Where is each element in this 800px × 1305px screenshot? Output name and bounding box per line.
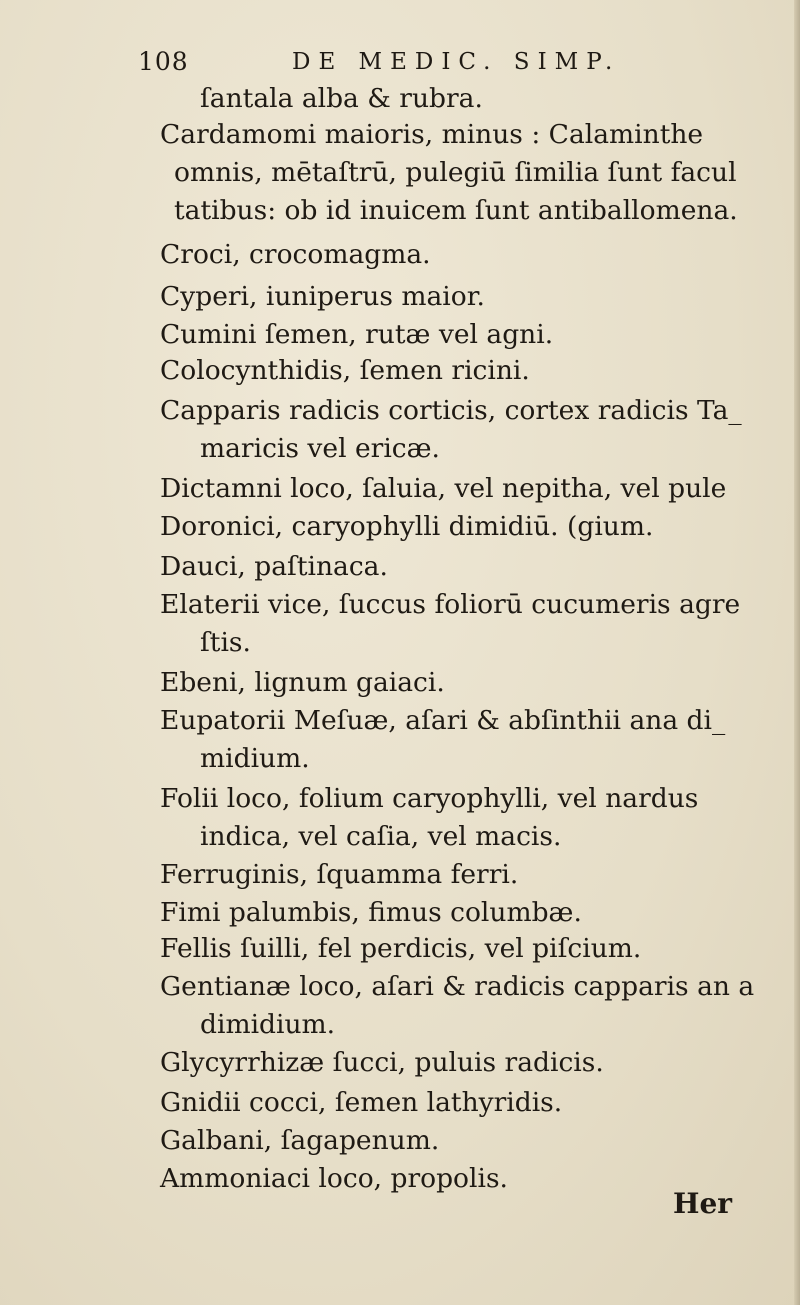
text-line: Colocynthidis, ſemen ricini. (160, 355, 530, 386)
text-line: Gnidii cocci, ſemen lathyridis. (160, 1087, 563, 1118)
text-line: Galbani, ſagapenum. (160, 1125, 440, 1156)
text-line: Dictamni loco, ſaluia, vel nepitha, vel pule (160, 473, 727, 504)
text-line: Elaterii vice, ſuccus foliorū cucumeris agre (160, 589, 741, 620)
text-line: ſtis. (200, 627, 251, 658)
text-line: Glycyrrhizæ ſucci, puluis radicis. (160, 1047, 604, 1078)
text-line: Cyperi, iuniperus maior. (160, 281, 485, 312)
text-line: indica, vel caſia, vel macis. (200, 821, 562, 852)
text-line: midium. (200, 743, 310, 774)
text-line: Ammoniaci loco, propolis. (160, 1163, 508, 1194)
text-line: Gentianæ loco, aſari & radicis capparis an a (160, 971, 755, 1002)
text-line: ſantala alba & rubra. (200, 83, 483, 114)
text-line: Cumini ſemen, rutæ vel agni. (160, 319, 554, 350)
page-number: 108 (138, 47, 189, 76)
text-line: Capparis radicis corticis, cortex radicis Ta_ (160, 395, 742, 426)
text-line: Cardamomi maioris, minus : Calaminthe (160, 119, 704, 150)
text-line: Dauci, paſtinaca. (160, 551, 388, 582)
text-line: Doronici, caryophylli dimidiū. (gium. (160, 511, 654, 542)
running-title: DE MEDIC. SIMP. (292, 49, 621, 75)
text-line: Fellis ſuilli, fel perdicis, vel piſcium. (160, 933, 642, 964)
text-line: Folii loco, folium caryophylli, vel nardus (160, 783, 699, 814)
text-line: dimidium. (200, 1009, 336, 1040)
text-line: tatibus: ob id inuicem ſunt antiballomena. (174, 195, 738, 226)
text-line: Ferruginis, ſquamma ferri. (160, 859, 519, 890)
text-line: maricis vel ericæ. (200, 433, 440, 464)
text-line: omnis, mētaſtrū, pulegiū ſimilia ſunt facul (174, 157, 737, 188)
text-line: Ebeni, lignum gaiaci. (160, 667, 445, 698)
text-line: Eupatorii Meſuæ, aſari & abſinthii ana di_ (160, 705, 726, 736)
text-line: Croci, crocomagma. (160, 239, 431, 270)
catchword: Her (673, 1187, 733, 1220)
text-line: Fimi palumbis, fimus columbæ. (160, 897, 582, 928)
